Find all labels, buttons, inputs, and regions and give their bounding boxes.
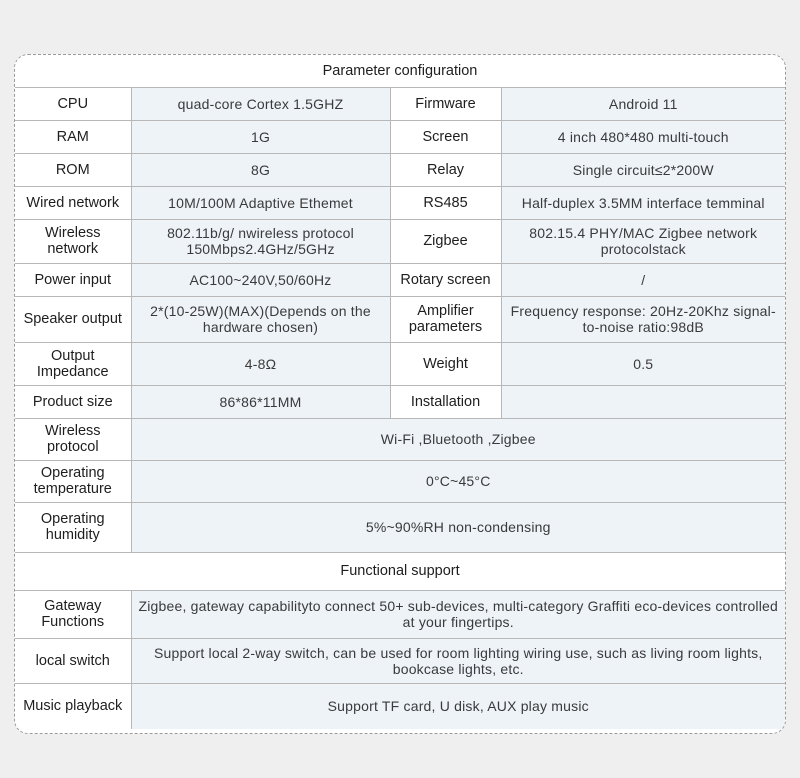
ram-value: 1G bbox=[131, 120, 390, 153]
table-row bbox=[15, 590, 785, 638]
firmware-label: Firmware bbox=[390, 87, 501, 120]
wireless-network-label: Wireless network bbox=[15, 219, 131, 263]
weight-label: Weight bbox=[390, 342, 501, 385]
table-row bbox=[15, 87, 785, 120]
table-row bbox=[15, 342, 785, 385]
gateway-functions-label: Gateway Functions bbox=[15, 590, 131, 638]
zigbee-value: 802.15.4 PHY/MAC Zigbee network protocolstack bbox=[501, 219, 785, 263]
wireless-protocol-label: Wireless protocol bbox=[15, 418, 131, 460]
local-switch-value: Support local 2-way switch, can be used for room lighting wiring use, such as living room lights, bookcase lights, etc. bbox=[131, 638, 785, 683]
wireless-network-value: 802.11b/g/ nwireless protocol 150Mbps2.4GHz/5GHz bbox=[131, 219, 390, 263]
rs485-label: RS485 bbox=[390, 186, 501, 219]
screen-label: Screen bbox=[390, 120, 501, 153]
power-input-value: AC100~240V,50/60Hz bbox=[131, 263, 390, 296]
operating-humidity-value: 5%~90%RH non-condensing bbox=[131, 502, 785, 552]
section-parameter-configuration: Parameter configuration bbox=[15, 55, 785, 87]
rom-value: 8G bbox=[131, 153, 390, 186]
firmware-value: Android 11 bbox=[501, 87, 785, 120]
amplifier-parameters-value: Frequency response: 20Hz-20Khz signal-to-noise ratio:98dB bbox=[501, 296, 785, 342]
wired-network-label: Wired network bbox=[15, 186, 131, 219]
table-row bbox=[15, 186, 785, 219]
table-row bbox=[15, 263, 785, 296]
operating-temperature-label: Operating temperature bbox=[15, 460, 131, 502]
rom-label: ROM bbox=[15, 153, 131, 186]
installation-label: Installation bbox=[390, 385, 501, 418]
table-row bbox=[15, 638, 785, 683]
rs485-value: Half-duplex 3.5MM interface temminal bbox=[501, 186, 785, 219]
zigbee-label: Zigbee bbox=[390, 219, 501, 263]
wired-network-value: 10M/100M Adaptive Ethemet bbox=[131, 186, 390, 219]
relay-value: Single circuit≤2*200W bbox=[501, 153, 785, 186]
table-row bbox=[15, 296, 785, 342]
power-input-label: Power input bbox=[15, 263, 131, 296]
music-playback-label: Music playback bbox=[15, 683, 131, 729]
table-row bbox=[15, 502, 785, 552]
speaker-output-value: 2*(10-25W)(MAX)(Depends on the hardware chosen) bbox=[131, 296, 390, 342]
gateway-functions-value: Zigbee, gateway capabilityto connect 50+ sub-devices, multi-category Graffiti eco-devices controlled at your fingertips. bbox=[131, 590, 785, 638]
table-row bbox=[15, 418, 785, 460]
table-row bbox=[15, 219, 785, 263]
operating-humidity-label: Operating humidity bbox=[15, 502, 131, 552]
table-row bbox=[15, 120, 785, 153]
section-header-row bbox=[15, 552, 785, 590]
installation-value bbox=[501, 385, 785, 418]
amplifier-parameters-label: Amplifier parameters bbox=[390, 296, 501, 342]
table-row bbox=[15, 153, 785, 186]
table-row bbox=[15, 683, 785, 729]
operating-temperature-value: 0°C~45°C bbox=[131, 460, 785, 502]
relay-label: Relay bbox=[390, 153, 501, 186]
speaker-output-label: Speaker output bbox=[15, 296, 131, 342]
wireless-protocol-value: Wi-Fi ,Bluetooth ,Zigbee bbox=[131, 418, 785, 460]
spec-sheet bbox=[14, 54, 786, 734]
cpu-label: CPU bbox=[15, 87, 131, 120]
music-playback-value: Support TF card, U disk, AUX play music bbox=[131, 683, 785, 729]
rotary-screen-label: Rotary screen bbox=[390, 263, 501, 296]
screen-value: 4 inch 480*480 multi-touch bbox=[501, 120, 785, 153]
table-row bbox=[15, 460, 785, 502]
section-functional-support: Functional support bbox=[15, 552, 785, 590]
rotary-screen-value: / bbox=[501, 263, 785, 296]
local-switch-label: local switch bbox=[15, 638, 131, 683]
ram-label: RAM bbox=[15, 120, 131, 153]
weight-value: 0.5 bbox=[501, 342, 785, 385]
section-header-row bbox=[15, 55, 785, 87]
product-size-value: 86*86*11MM bbox=[131, 385, 390, 418]
table-row bbox=[15, 385, 785, 418]
product-size-label: Product size bbox=[15, 385, 131, 418]
cpu-value: quad-core Cortex 1.5GHZ bbox=[131, 87, 390, 120]
output-impedance-value: 4-8Ω bbox=[131, 342, 390, 385]
output-impedance-label: Output Impedance bbox=[15, 342, 131, 385]
spec-table bbox=[15, 55, 785, 729]
